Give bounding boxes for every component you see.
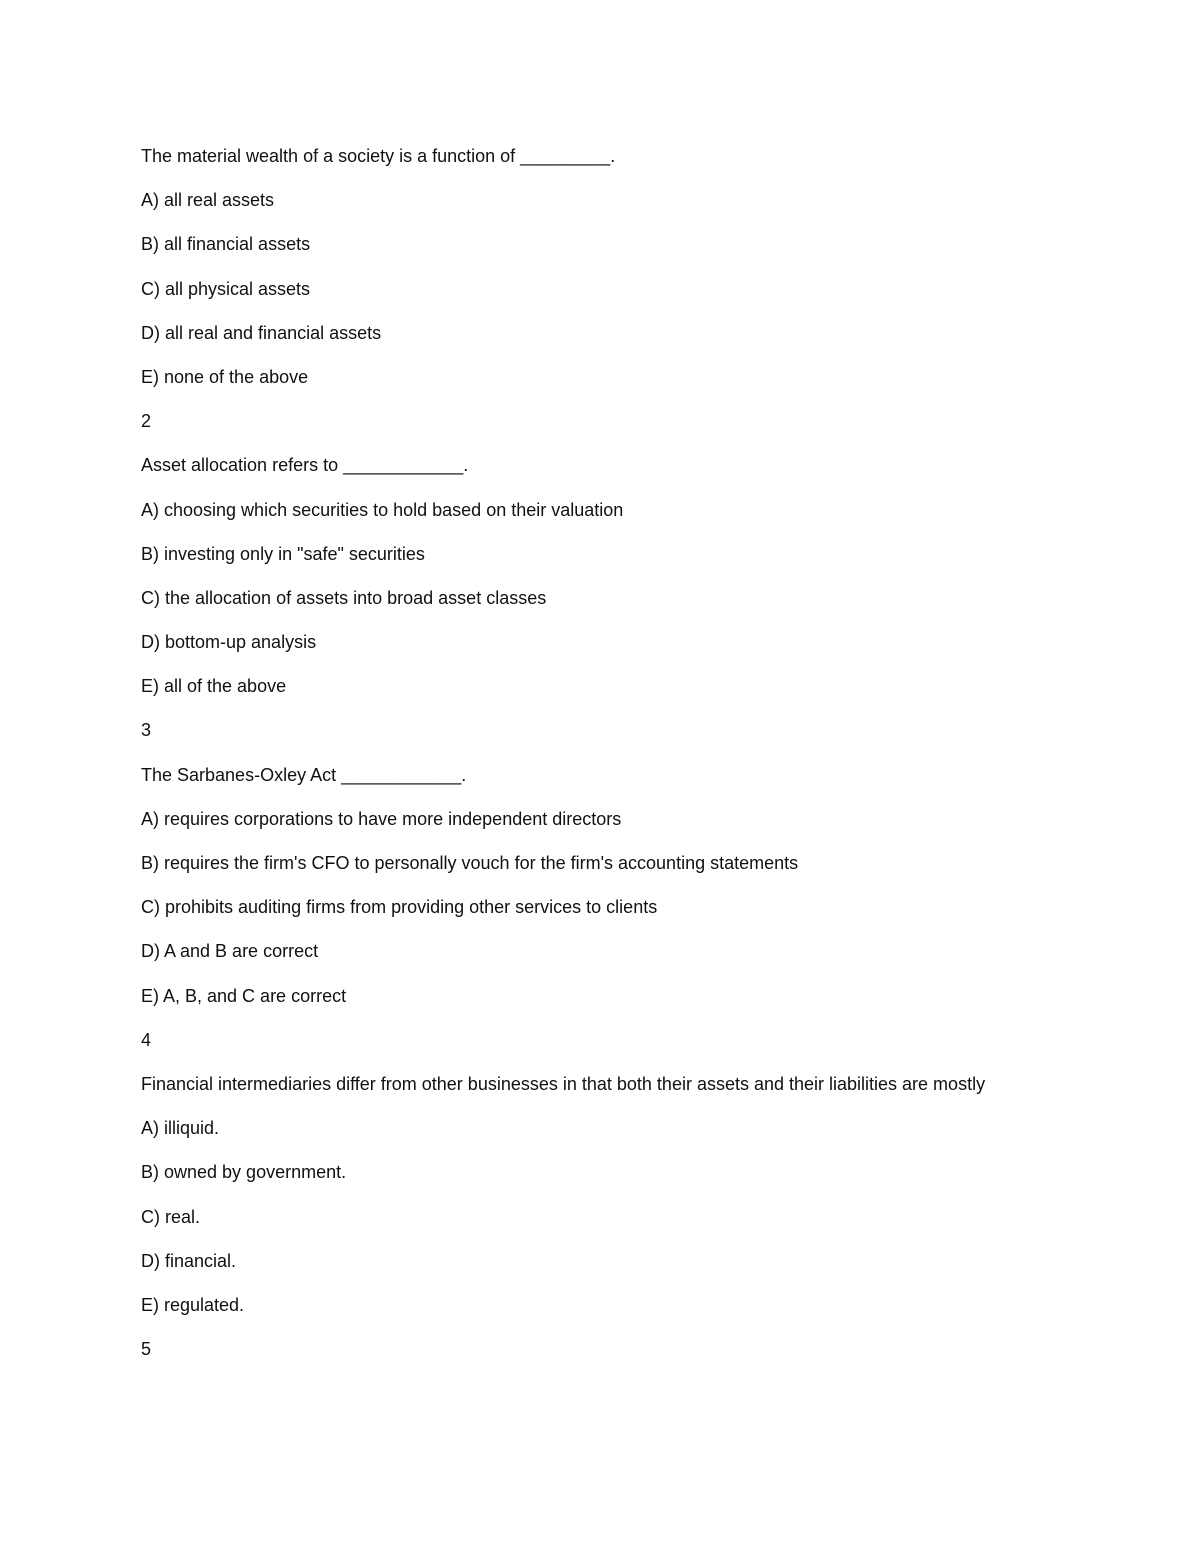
- answer-option: C) prohibits auditing firms from providing other services to clients: [141, 897, 658, 918]
- question-prompt: Asset allocation refers to ____________.: [141, 455, 469, 476]
- answer-option: E) none of the above: [141, 366, 309, 387]
- question-number: 4: [141, 1029, 152, 1050]
- answer-option: D) all real and financial assets: [141, 322, 382, 343]
- answer-option: C) the allocation of assets into broad asset classes: [141, 587, 547, 608]
- answer-option: B) owned by government.: [141, 1162, 347, 1183]
- answer-option: C) real.: [141, 1206, 201, 1227]
- answer-option: A) all real assets: [141, 190, 275, 211]
- answer-option: A) requires corporations to have more independent directors: [141, 808, 622, 829]
- question-number: 5: [141, 1339, 152, 1360]
- answer-option: A) illiquid.: [141, 1118, 220, 1139]
- answer-option: E) regulated.: [141, 1294, 245, 1315]
- answer-option: D) financial.: [141, 1250, 237, 1271]
- answer-option: C) all physical assets: [141, 278, 311, 299]
- answer-option: B) investing only in "safe" securities: [141, 543, 425, 564]
- answer-option: A) choosing which securities to hold based on their valuation: [141, 499, 624, 520]
- question-number: 2: [141, 411, 152, 432]
- answer-option: E) all of the above: [141, 676, 287, 697]
- answer-option: D) A and B are correct: [141, 941, 319, 962]
- question-prompt: The Sarbanes-Oxley Act ____________.: [141, 764, 467, 785]
- answer-option: D) bottom-up analysis: [141, 632, 317, 653]
- answer-option: B) requires the firm's CFO to personally vouch for the firm's accounting statements: [141, 853, 799, 873]
- page-content: [141, 142, 1041, 1379]
- question-prompt: The material wealth of a society is a function of _________.: [141, 146, 616, 166]
- question-prompt: Financial intermediaries differ from other businesses in that both their assets and their liabilities are mostly: [141, 1073, 986, 1094]
- answer-option: B) all financial assets: [141, 234, 311, 255]
- answer-option: E) A, B, and C are correct: [141, 985, 347, 1006]
- question-number: 3: [141, 720, 152, 741]
